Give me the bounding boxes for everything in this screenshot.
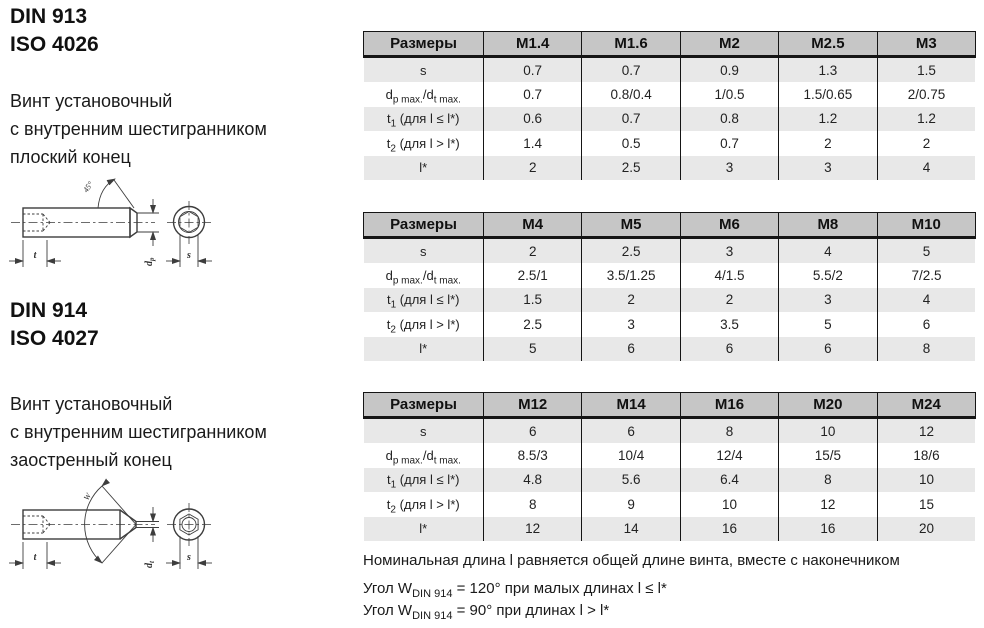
row-label-dp-dt: $d_{p max.}/d_{t max.}$ (364, 443, 484, 467)
row-label-t2: $t_2$ (для l > l*) (364, 492, 484, 516)
corner-header: Размеры (364, 393, 484, 418)
dim-value: 3 (680, 156, 778, 180)
dim-value: 10/4 (582, 443, 680, 467)
chamfer-angle-label: 45° (81, 179, 96, 195)
col-header: M10 (877, 213, 975, 238)
dim-t-label: t (33, 250, 37, 261)
dim-dp-label: $d_p$ (144, 257, 156, 266)
description-line: заостренный конец (10, 450, 172, 470)
row-label-s: s (364, 238, 484, 264)
col-header: M12 (484, 393, 582, 418)
standard-iso4027: ISO 4027 (10, 327, 99, 350)
dim-value: 8 (877, 337, 975, 361)
row-lstar (364, 337, 976, 361)
col-header: M5 (582, 213, 680, 238)
row-t1 (364, 107, 976, 131)
col-header: M2 (680, 32, 778, 57)
row-label-s: s (364, 418, 484, 444)
header-row (364, 393, 976, 418)
nominal-length-note: Номинальная длина l равняется общей длине винта, вместе с наконечником (363, 552, 900, 569)
dim-value: 20 (877, 517, 975, 541)
row-lstar (364, 517, 976, 541)
dim-value: 2 (582, 288, 680, 312)
dim-value: 2 (779, 131, 877, 155)
standard-iso4026: ISO 4026 (10, 33, 99, 56)
dim-value: 12 (779, 492, 877, 516)
dim-value: 8 (484, 492, 582, 516)
dim-value: 6 (582, 337, 680, 361)
dim-value: 2/0.75 (907, 87, 946, 103)
angle-note-90: Угол $W_{DIN 914} = 90^\circ$ при длинах l > l* (363, 602, 610, 622)
dim-value: 12 (484, 517, 582, 541)
row-t2 (364, 312, 976, 336)
din913-technical-drawing (3, 170, 238, 278)
row-dp-dt (364, 443, 976, 467)
dim-value: 12 (877, 418, 975, 444)
dim-value: 6 (680, 337, 778, 361)
col-header: M16 (680, 393, 778, 418)
dim-value: 10 (779, 418, 877, 444)
col-header: M20 (779, 393, 877, 418)
dim-value: 8 (779, 468, 877, 492)
description-line: плоский конец (10, 147, 131, 167)
row-t1 (364, 468, 976, 492)
row-label-lstar: l* (364, 156, 484, 180)
dim-dt-label: $d_t$ (144, 561, 156, 568)
description-line: Винт установочный (10, 394, 173, 414)
row-label-lstar: l* (364, 517, 484, 541)
standard-block-din913 (10, 3, 99, 59)
dim-value: 15 (918, 496, 935, 512)
description-line: с внутренним шестигранником (10, 422, 267, 442)
dim-value: 14 (582, 517, 680, 541)
dim-value: 2 (484, 156, 582, 180)
description-din914 (10, 390, 267, 474)
dim-value: 7/2.5 (911, 268, 942, 284)
header-row (364, 213, 976, 238)
row-t1 (364, 288, 976, 312)
dim-value: 0.7 (484, 57, 582, 83)
row-label-t2: $t_2$ (для l > l*) (364, 312, 484, 336)
dim-value: 1.3 (779, 57, 877, 83)
dim-value: 2 (680, 288, 778, 312)
row-label-t2: $t_2$ (для l > l*) (364, 131, 484, 155)
dim-t-label: t (33, 552, 37, 563)
dim-value: 4 (779, 238, 877, 264)
dim-s-label: s (187, 552, 191, 563)
dim-value: 1.2 (779, 107, 877, 131)
dim-value: 10 (877, 468, 975, 492)
dim-value: 5 (779, 312, 877, 336)
col-header: M6 (680, 213, 778, 238)
row-label-dp-dt: $d_{p max.}/d_{t max.}$ (364, 82, 484, 106)
dim-value: 0.5 (582, 131, 680, 155)
standard-block-din914 (10, 297, 99, 353)
row-label-dp-dt: $d_{p max.}/d_{t max.}$ (364, 263, 484, 287)
dim-value: 2.5/1 (484, 263, 582, 287)
dim-value: 5.5/2 (779, 263, 877, 287)
dim-value: 2.5 (582, 156, 680, 180)
description-line: Винт установочный (10, 91, 173, 111)
angle-note-120: Угол $W_{DIN 914} = 120^\circ$ при малых длинах l ≤ l* (363, 580, 667, 600)
dim-value: 12/4 (680, 443, 778, 467)
dim-value: 9 (582, 492, 680, 516)
description-din913 (10, 87, 267, 171)
dim-value: 4 (877, 156, 975, 180)
dim-value: 6.4 (680, 468, 778, 492)
dim-value: 0.6 (484, 107, 582, 131)
col-header: M24 (877, 393, 975, 418)
dim-s-label: s (187, 250, 191, 261)
dim-value: 2.5 (484, 312, 582, 336)
dimensions-table-m4-m10 (363, 212, 976, 361)
dim-value: 1.5 (484, 288, 582, 312)
row-dp-dt (364, 263, 976, 287)
header-row (364, 32, 976, 57)
col-header: M14 (582, 393, 680, 418)
col-header: M1.4 (484, 32, 582, 57)
dim-value: 4/1.5 (680, 263, 778, 287)
dim-value: 3 (779, 288, 877, 312)
dim-value: 15/5 (779, 443, 877, 467)
corner-header: Размеры (364, 213, 484, 238)
dim-value: 5 (877, 238, 975, 264)
dim-value: 2 (922, 135, 931, 151)
row-t2 (364, 492, 976, 516)
dim-value: 8 (680, 418, 778, 444)
dim-value: 16 (779, 517, 877, 541)
standard-din914: DIN 914 (10, 299, 88, 322)
row-label-lstar: l* (364, 337, 484, 361)
dim-value: 6 (484, 418, 582, 444)
w-angle-label: W (81, 491, 94, 502)
row-t2 (364, 131, 976, 155)
row-s (364, 57, 976, 83)
dim-value: 0.8/0.4 (582, 82, 680, 106)
dimensions-table-m12-m24 (363, 392, 976, 541)
dim-value: 2 (484, 238, 582, 264)
col-header: M8 (779, 213, 877, 238)
row-dp-dt (364, 82, 976, 106)
dim-value: 0.8 (680, 107, 778, 131)
dim-value: 0.7 (582, 57, 680, 83)
col-header: M2.5 (779, 32, 877, 57)
dim-value: 3.5 (680, 312, 778, 336)
row-lstar (364, 156, 976, 180)
col-header: M4 (484, 213, 582, 238)
dim-value: 5 (484, 337, 582, 361)
dim-value: 16 (680, 517, 778, 541)
dim-value: 2.5 (582, 238, 680, 264)
din914-technical-drawing (3, 474, 238, 574)
dim-value: 1.5/0.65 (779, 82, 877, 106)
dimensions-table-m1_4-m3 (363, 31, 976, 180)
dim-value: 3 (582, 312, 680, 336)
dim-value: 0.7 (582, 107, 680, 131)
row-label-t1: $t_1$ (для l ≤ l*) (364, 468, 484, 492)
description-line: с внутренним шестигранником (10, 119, 267, 139)
dim-value: 1.4 (484, 131, 582, 155)
col-header: M3 (877, 32, 975, 57)
row-label-s: s (364, 57, 484, 83)
dim-value: 5.6 (582, 468, 680, 492)
dim-value: 6 (922, 316, 931, 332)
dim-value: 8.5/3 (484, 443, 582, 467)
dim-value: 18/6 (913, 448, 940, 464)
dim-value: 4 (877, 288, 975, 312)
dim-value: 1.2 (877, 107, 975, 131)
dim-value: 1/0.5 (680, 82, 778, 106)
dim-value: 4.8 (484, 468, 582, 492)
dim-value: 6 (582, 418, 680, 444)
row-s (364, 418, 976, 444)
dim-value: 3 (779, 156, 877, 180)
corner-header: Размеры (364, 32, 484, 57)
dim-value: 6 (779, 337, 877, 361)
col-header: M1.6 (582, 32, 680, 57)
row-s (364, 238, 976, 264)
dim-value: 3 (680, 238, 778, 264)
dim-value: 10 (680, 492, 778, 516)
dim-value: 1.5 (877, 57, 975, 83)
row-label-t1: $t_1$ (для l ≤ l*) (364, 107, 484, 131)
standard-din913: DIN 913 (10, 5, 88, 28)
dim-value: 0.7 (484, 82, 582, 106)
dim-value: 0.9 (680, 57, 778, 83)
dim-value: 0.7 (680, 131, 778, 155)
dim-value: 3.5/1.25 (582, 263, 680, 287)
row-label-t1: $t_1$ (для l ≤ l*) (364, 288, 484, 312)
